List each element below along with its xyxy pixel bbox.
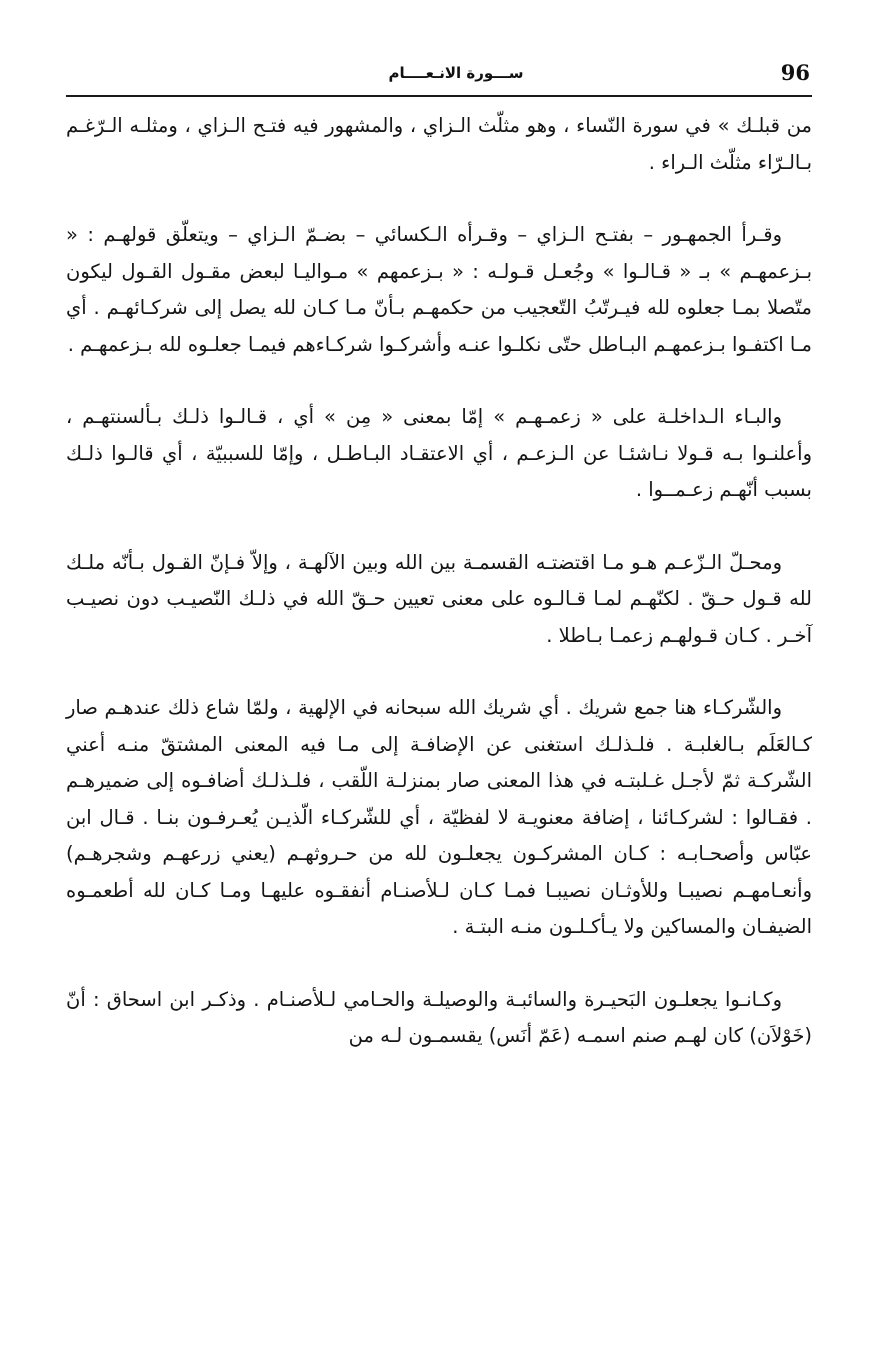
paragraph-3: والبـاء الـداخلـة على « زعمـهـم » إمّا بمعنى « مِن » أي ، قـالـوا ذلـك بـألسنتهـم ، وأعلنـوا بـه قـولا نـاشئـا عن الـزعـم ، أي الاعتقـاد البـاطـل ، وإمّا للسببيّة ، أي قالـوا ذلـك بسبب أنّهـم زعـمــوا . (66, 405, 812, 501)
paragraph-4: ومحـلّ الـزّعـم هـو مـا اقتضتـه القسمـة بين الله وبين الآلهـة ، وإلاّ فـإنّ القـول بـأنّه ملـك لله قـول حـقّ . لكنّهـم لمـا قـالـوه على معنى تعيين حـقّ الله في ذلـك النّصيـب دون نصيـب آخـر . كـان قـولهـم زعمـا بـاطلا . (66, 550, 812, 647)
paragraph-1: من قبلـك » في سورة النّساء ، وهو مثلّث الـزاي ، والمشهور فيه فتـح الـزاي ، ومثلـه الـرّغـم بـالـرّاء مثلّث الـراء . (66, 114, 812, 174)
page-number: 96 (780, 60, 810, 85)
page-header (66, 58, 810, 94)
paragraph-6: وكـانـوا يجعلـون البَحيـرة والسائبـة والوصيلـة والحـامي لـلأصنـام . وذكـر ابن اسحاق : أنّ (خَوْلاَن) كان لهـم صنم اسمـه (عَمّ أنَس) يقسمـون لـه من (66, 987, 812, 1047)
page-body (66, 108, 812, 1091)
running-title: ســـورة الانـعــــام (388, 64, 524, 82)
paragraph-5: والشّركـاء هنا جمع شريك . أي شريك الله سبحانه في الإلهية ، ولمّا شاع ذلك عندهـم صار كـالعَلَم بـالغلبـة . فلـذلـك استغنى عن الإضافـة إلى مـا فيه المعنى المشتقّ منـه أعني الشّركـة ثمّ لأجـل غـلبتـه في هذا المعنى صار بمنزلـة اللّقب ، فلـذلـك أضافـوه إلى ضميرهـم . فقـالوا : لشركـائنا ، إضافة معنويـة لا لفظيّة ، أي للشّركـاء الّذيـن يُعـرفـون بنـا . قـال ابن عبّاس وأصحـابـه : كـان المشركـون يجعلـون لله من حـروثهـم (يعني زرعهـم وشجرهـم) وأنعـامهـم نصيبـا وللأوثـان نصيبـا فمـا كـان لـلأصنـام أنفقـوه عليهـا ومـا كـان لله أطعمـوه الضيفـان والمساكين ولا يـأكـلـون منـه البتـة . (66, 696, 812, 938)
paragraph-2: وقـرأ الجمهـور – بفتـح الـزاي – وقـرأه الـكسائي – بضـمّ الـزاي – ويتعلّق قولهـم : « بـزعمهـم » بـ « قـالـوا » وجُعـل قـولـه : « بـزعمهم » مـواليـا لبعض مقـول القـول ليكون متّصلا بمـا جعلوه لله فيـرتّبُ التّعجيب من حكمهـم بـأنّ مـا كـان لله يصل إلى شركـائهـم . أي مـا اكتفـوا بـزعمهـم البـاطل حتّى نكلـوا عنـه وأشركـوا شركـاءهم فيمـا جعلـوه لله بـزعمهـم . (66, 223, 812, 356)
header-rule (66, 95, 812, 97)
